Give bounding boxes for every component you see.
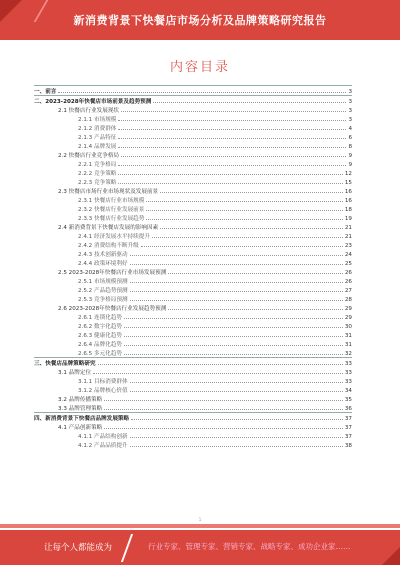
- toc-leader-dots: [130, 440, 343, 447]
- footer-slogan-left: 让每个人都能成为: [44, 543, 113, 553]
- toc-entry[interactable]: [34, 258, 352, 267]
- toc-entry[interactable]: [34, 105, 352, 114]
- toc-entry-page: 25: [344, 261, 352, 267]
- toc-entry-label: 2.4.2 消费结构不断升级: [34, 242, 140, 251]
- toc-entry-label: 一、前言: [34, 89, 57, 95]
- toc-entry-page: 16: [344, 189, 352, 195]
- toc-leader-dots: [104, 403, 343, 410]
- toc-entry-page: 6: [348, 135, 352, 141]
- toc-entry[interactable]: [34, 367, 352, 376]
- toc-entry[interactable]: [34, 285, 352, 294]
- toc-entry[interactable]: [34, 177, 352, 186]
- toc-leader-dots: [146, 195, 343, 202]
- toc-leader-dots: [121, 150, 346, 157]
- toc-entry[interactable]: [34, 132, 352, 141]
- toc-leader-dots: [118, 141, 346, 148]
- toc-entry[interactable]: [34, 231, 352, 240]
- toc-leader-dots: [121, 105, 346, 112]
- toc-entry-label: 2.5 2023-2028年快餐店行业市场发展预测: [34, 269, 167, 278]
- toc-entry-page: 33: [344, 361, 352, 367]
- toc-entry-label: 2.4.3 技术创新驱动: [34, 251, 129, 260]
- toc-entry-page: 21: [344, 234, 352, 240]
- toc-entry[interactable]: [34, 168, 352, 177]
- toc-entry-label: 2.6.3 健康化趋势: [34, 332, 123, 341]
- toc-entry-label: 2.4.1 经济发展水平持续提升: [34, 233, 151, 242]
- toc-entry[interactable]: [34, 394, 352, 403]
- toc-entry-page: 35: [344, 397, 352, 403]
- toc-entry[interactable]: [34, 150, 352, 159]
- toc-entry-page: 18: [344, 207, 352, 213]
- toc-entry-page: 37: [344, 416, 352, 422]
- toc-entry-label: 2.5.2 产品趋势预测: [34, 287, 129, 296]
- toc-leader-dots: [130, 385, 343, 392]
- toc-entry-label: 2.1.4 品牌发展: [34, 143, 117, 152]
- toc-leader-dots: [118, 123, 346, 130]
- toc-leader-dots: [160, 186, 343, 193]
- toc-entry[interactable]: [34, 276, 352, 285]
- toc-leader-dots: [124, 339, 343, 346]
- toc-leader-dots: [118, 132, 346, 139]
- toc-entry-label: 2.4 新消费背景下快餐店发展的影响因素: [34, 224, 159, 233]
- toc-leader-dots: [130, 276, 343, 283]
- toc-leader-dots: [118, 168, 342, 175]
- toc-entry-page: 9: [348, 162, 352, 168]
- toc-entry-label: 4.1.2 产品品质提升: [34, 442, 129, 451]
- toc-leader-dots: [146, 204, 343, 211]
- toc-entry-label: 2.3.3 快餐店行业发展趋势: [34, 215, 145, 224]
- toc-entry-page: 21: [344, 225, 352, 231]
- page-header-banner: [0, 0, 400, 40]
- toc-entry-label: 3.1.2 品牌核心价值: [34, 387, 129, 396]
- toc-entry-label: 二、2023-2028年快餐店市场前景及趋势预测: [34, 99, 152, 105]
- toc-leader-dots: [104, 422, 343, 429]
- toc-entry-page: 4: [348, 126, 352, 132]
- toc-leader-dots: [160, 222, 343, 229]
- toc-leader-dots: [124, 312, 343, 319]
- toc-entry-label: 2.6 2023-2028年快餐店行业发展趋势预测: [34, 305, 167, 314]
- toc-entry-label: 2.1.2 消费群体: [34, 125, 117, 134]
- toc-entry[interactable]: [34, 312, 352, 321]
- toc-leader-dots: [130, 294, 343, 301]
- toc-entry[interactable]: [34, 141, 352, 150]
- toc-entry-label: 2.5.3 竞争格局预测: [34, 296, 129, 305]
- toc-leader-dots: [124, 330, 343, 337]
- toc-entry-page: 30: [344, 324, 352, 330]
- toc-entry[interactable]: [34, 330, 352, 339]
- toc-entry-page: 32: [344, 351, 352, 357]
- toc-entry[interactable]: [34, 303, 352, 312]
- toc-leader-dots: [104, 394, 343, 401]
- toc-entry-label: 3.3 品牌管理策略: [34, 405, 103, 414]
- toc-entry[interactable]: [34, 385, 352, 394]
- toc-entry-page: 27: [344, 288, 352, 294]
- toc-entry-label: 2.2.1 竞争格局: [34, 161, 117, 170]
- toc-entry-label: 4.1 产品创新策略: [34, 424, 103, 433]
- toc-leader-dots: [130, 285, 343, 292]
- toc-entry[interactable]: [34, 195, 352, 204]
- toc-entry-page: 26: [344, 279, 352, 285]
- toc-leader-dots: [168, 267, 343, 274]
- toc-entry-label: 2.1.3 产品特征: [34, 134, 117, 143]
- toc-entry-label: 3.2 品牌传播策略: [34, 396, 103, 405]
- toc-entry-page: 31: [344, 333, 352, 339]
- toc-entry-page: 29: [344, 306, 352, 312]
- toc-leader-dots: [130, 376, 343, 383]
- toc-entry-label: 2.2.2 竞争策略: [34, 170, 117, 179]
- toc-entry-page: 26: [344, 270, 352, 276]
- toc-entry-page: 33: [344, 379, 352, 385]
- toc-leader-dots: [118, 114, 346, 121]
- toc-leader-dots: [130, 249, 343, 256]
- toc-entry[interactable]: [34, 440, 352, 449]
- toc-entry-label: 四、新消费背景下快餐店品牌发展策略: [34, 416, 130, 422]
- toc-entry-page: 33: [344, 370, 352, 376]
- toc-entry[interactable]: [34, 357, 352, 367]
- toc-leader-dots: [98, 358, 343, 365]
- table-of-contents: [34, 85, 352, 449]
- toc-leader-dots: [130, 258, 343, 265]
- toc-entry-label: 2.3 快餐店市场行业市场现状及发展前景: [34, 188, 159, 197]
- toc-entry[interactable]: [34, 85, 352, 95]
- toc-entry-label: 2.6.1 连锁化趋势: [34, 314, 123, 323]
- toc-entry[interactable]: [34, 348, 352, 357]
- toc-entry-page: 9: [348, 153, 352, 159]
- toc-leader-dots: [131, 413, 343, 420]
- toc-entry-page: 15: [344, 180, 352, 186]
- toc-entry[interactable]: [34, 321, 352, 330]
- toc-entry-page: 31: [344, 342, 352, 348]
- toc-leader-dots: [168, 303, 343, 310]
- toc-entry-page: 19: [344, 216, 352, 222]
- footer-divider: [121, 534, 133, 562]
- toc-entry-label: 2.3.1 快餐店行业市场规模: [34, 197, 145, 206]
- toc-entry-page: 23: [344, 243, 352, 249]
- toc-leader-dots: [152, 231, 343, 238]
- page-footer-banner: [0, 530, 400, 565]
- toc-entry-label: 2.6.5 多元化趋势: [34, 350, 123, 359]
- toc-heading: 内容目录: [169, 60, 230, 75]
- toc-entry-page: 29: [344, 315, 352, 321]
- toc-leader-dots: [118, 177, 342, 184]
- toc-entry-page: 36: [344, 406, 352, 412]
- toc-entry-label: 2.3.2 快餐店行业发展前景: [34, 206, 145, 215]
- toc-entry-page: 37: [344, 425, 352, 431]
- toc-entry-page: 3: [348, 108, 352, 114]
- toc-entry[interactable]: [34, 114, 352, 123]
- toc-entry[interactable]: [34, 123, 352, 132]
- toc-leader-dots: [146, 213, 343, 220]
- toc-leader-dots: [130, 431, 343, 438]
- toc-entry[interactable]: [34, 159, 352, 168]
- toc-entry-page: 16: [344, 198, 352, 204]
- toc-leader-dots: [58, 86, 346, 93]
- toc-entry-page: 24: [344, 252, 352, 258]
- toc-entry[interactable]: [34, 403, 352, 412]
- toc-entry-page: 8: [348, 144, 352, 150]
- toc-entry[interactable]: [34, 213, 352, 222]
- toc-entry[interactable]: [34, 249, 352, 258]
- toc-entry[interactable]: [34, 204, 352, 213]
- toc-entry-label: 2.6.4 品牌化趋势: [34, 341, 123, 350]
- toc-entry[interactable]: [34, 222, 352, 231]
- toc-entry-label: 三、快餐店品牌策略研究: [34, 361, 96, 367]
- toc-entry[interactable]: [34, 95, 352, 105]
- toc-leader-dots: [141, 240, 343, 247]
- toc-entry[interactable]: [34, 186, 352, 195]
- toc-entry[interactable]: [34, 240, 352, 249]
- toc-entry[interactable]: [34, 376, 352, 385]
- report-title: 新消费背景下快餐店市场分析及品牌策略研究报告: [73, 14, 327, 27]
- footer-slogan-right: 行业专家、管理专家、营销专家、战略专家、成功企业家……: [148, 542, 351, 551]
- page-number: 1: [198, 517, 202, 522]
- toc-entry-page: 34: [344, 388, 352, 394]
- toc-entry-label: 2.2 快餐店行业竞争格局: [34, 152, 120, 161]
- toc-entry-label: 2.1 快餐店行业发展现状: [34, 107, 120, 116]
- toc-entry-page: 3: [348, 99, 352, 105]
- toc-entry-page: 37: [344, 434, 352, 440]
- toc-entry[interactable]: [34, 267, 352, 276]
- toc-entry-label: 2.5.1 市场规模预测: [34, 278, 129, 287]
- toc-entry[interactable]: [34, 294, 352, 303]
- toc-entry-page: 38: [344, 443, 352, 449]
- toc-entry-label: 2.2.3 竞争策略: [34, 179, 117, 188]
- toc-leader-dots: [118, 159, 346, 166]
- toc-entry[interactable]: [34, 412, 352, 422]
- toc-leader-dots: [124, 348, 343, 355]
- toc-entry-label: 2.1.1 市场规模: [34, 116, 117, 125]
- toc-leader-dots: [124, 321, 343, 328]
- toc-entry-label: 2.4.4 政策环境利好: [34, 260, 129, 269]
- toc-entry-page: 12: [344, 171, 352, 177]
- footer-corner-decoration: [382, 547, 400, 565]
- toc-entry[interactable]: [34, 339, 352, 348]
- toc-entry[interactable]: [34, 422, 352, 431]
- toc-entry-label: 2.6.2 数字化趋势: [34, 323, 123, 332]
- toc-entry[interactable]: [34, 431, 352, 440]
- toc-entry-label: 4.1.1 产品结构创新: [34, 433, 129, 442]
- toc-leader-dots: [93, 367, 343, 374]
- toc-leader-dots: [153, 96, 346, 103]
- toc-entry-page: 28: [344, 297, 352, 303]
- toc-entry-page: 3: [348, 117, 352, 123]
- footer-accent-bar: [0, 524, 400, 528]
- toc-entry-page: 3: [348, 89, 352, 95]
- toc-entry-label: 3.1.1 目标消费群体: [34, 378, 129, 387]
- toc-entry-label: 3.1 品牌定位: [34, 369, 92, 378]
